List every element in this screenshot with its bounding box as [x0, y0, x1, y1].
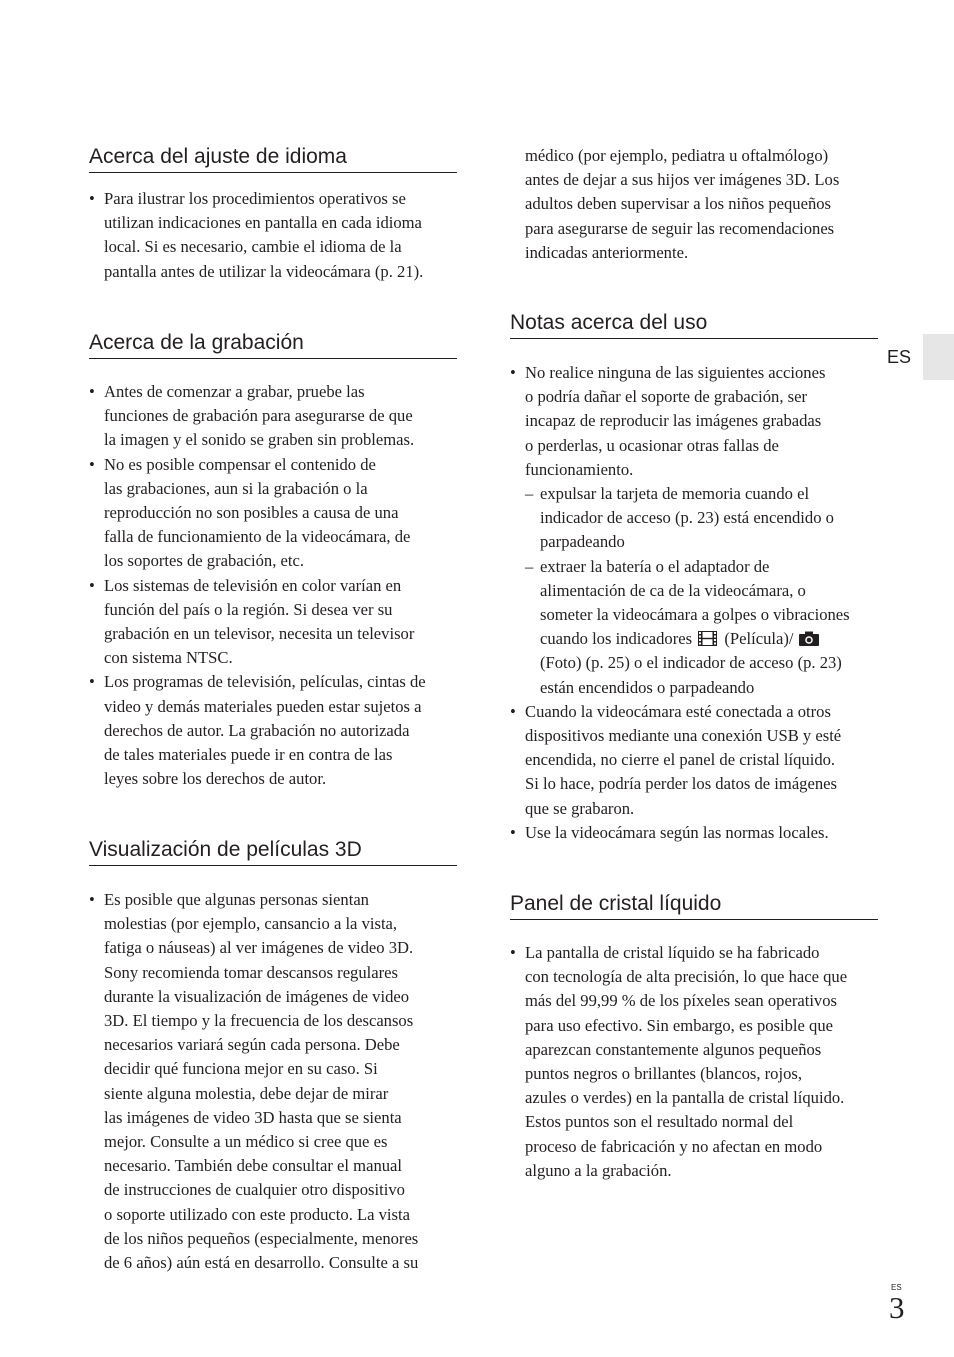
bullet-icon: • — [89, 890, 95, 909]
bullet-icon: • — [89, 454, 95, 474]
list-item: • Use la videocámara según las normas locales. — [510, 821, 885, 845]
bullet-icon: • — [510, 943, 516, 962]
list-item: • Los sistemas de televisión en color varían en función del país o la región. Si desea ver su grabación en un televisor, necesita un televisor con sistema NTSC. — [89, 575, 415, 668]
list-item: • Es posible que algunas personas sientan molestias (por ejemplo, cansancio a la vista, fatiga o náuseas) al ver imágenes de video 3D. Sony recomienda tomar descansos regulares durante la visualización de imágenes de video 3D. El tiempo y la frecuencia de los descansos necesarios variará según cada persona. Debe decidir qué funciona mejor en su caso. Si siente alguna molestia, debe dejar de mirar las imágenes de video 3D hasta que se sienta mejor. Consulte a un médico si cree que es necesario. También debe consultar el manual de instrucciones de cualquier otro dispositivo o soporte utilizado con este producto. La vista de los niños pequeños (especialmente, menores de 6 años) aún está en desarrollo. Consulte a su — [89, 890, 419, 1273]
continued-text: médico (por ejemplo, pediatra u oftalmólogo) antes de dejar a sus hijos ver imágenes 3D. Los adultos deben supervisar a los niños pequeños para asegurarse de seguir las recomendaciones indicadas anteriormente. — [525, 146, 840, 262]
bullet-icon: • — [510, 363, 516, 382]
list-item: • Para ilustrar los procedimientos operativos se utilizan indicaciones en pantalla en cada idioma local. Si es necesario, cambie el idioma de la pantalla antes de utilizar la videocámara (p. 21). — [89, 189, 424, 281]
list-item: • Los programas de televisión, películas, cintas de video y demás materiales pueden estar sujetos a derechos de autor. La grabación no autorizada de tales materiales puede ir en contra de las leyes sobre los derechos de autor. — [89, 672, 426, 789]
dash-icon: – — [525, 484, 534, 504]
list-item: • Cuando la videocámara esté conectada a otros dispositivos mediante una conexión USB y esté encendida, no cierre el panel de cristal líquido. Si lo hace, podría perder los datos de imágenes que se grabaron. — [510, 701, 842, 818]
page-language-label: ES — [891, 1283, 902, 1292]
list-item: • No realice ninguna de las siguientes acciones o podría dañar el soporte de grabación, ser incapaz de reproducir las imágenes grabadas o perderlas, u ocasionar otras fallas de funcionamiento. — [510, 363, 826, 479]
dash-icon: – — [525, 556, 534, 576]
list-item: • La pantalla de cristal líquido se ha fabricado con tecnología de alta precisión, lo que hace que más del 99,99 % de los píxeles sean operativos para uso efectivo. Sin embargo, es posible que aparezcan constantemente algunos pequeños puntos negros o brillantes (blancos, rojos, azules o verdes) en la pantalla de cristal líquido. Estos puntos son el resultado normal del proceso de fabricación y no afectan en modo alguno a la grabación. — [510, 943, 848, 1180]
camera-icon — [799, 631, 819, 646]
movie-film-icon — [698, 631, 717, 646]
page-number: 3 — [889, 1290, 905, 1325]
section-title-idioma: Acerca del ajuste de idioma — [89, 145, 457, 173]
section-body-panel — [510, 941, 885, 1183]
section-body-idioma — [89, 187, 464, 284]
section-body-3d — [89, 888, 464, 1275]
bullet-icon: • — [89, 189, 95, 208]
sub-list-item: – expulsar la tarjeta de memoria cuando el indicador de acceso (p. 23) está encendido o parpadeando — [525, 484, 834, 552]
section-title-uso: Notas acerca del uso — [510, 311, 878, 339]
bullet-icon: • — [510, 822, 516, 842]
section-title-panel: Panel de cristal líquido — [510, 892, 878, 920]
section-title-3d: Visualización de películas 3D — [89, 838, 457, 866]
bullet-icon: • — [510, 701, 516, 721]
bullet-icon: • — [89, 672, 95, 692]
list-item: • Antes de comenzar a grabar, pruebe las funciones de grabación para asegurarse de que la imagen y el sonido se graben sin problemas. — [89, 382, 415, 450]
bullet-icon: • — [89, 575, 95, 595]
section-title-grabacion: Acerca de la grabación — [89, 331, 457, 359]
list-item: • No es posible compensar el contenido de las grabaciones, aun si la grabación o la reproducción no son posibles a causa de una falla de funcionamiento de la videocámara, de los soportes de grabación, etc. — [89, 454, 411, 571]
language-tab — [923, 334, 954, 380]
sub-list-item: – extraer la batería o el adaptador de alimentación de ca de la videocámara, o someter la videocámara a golpes o vibraciones cuando los indicadores (Película)/ (Foto) (p. 25) o el indicador de acceso (p. 23) están encendidos o parpadeando — [525, 556, 850, 697]
section-body-uso — [510, 361, 885, 845]
section-body-grabacion — [89, 380, 464, 791]
bullet-icon: • — [89, 382, 95, 401]
language-tab-label: ES — [887, 347, 912, 367]
